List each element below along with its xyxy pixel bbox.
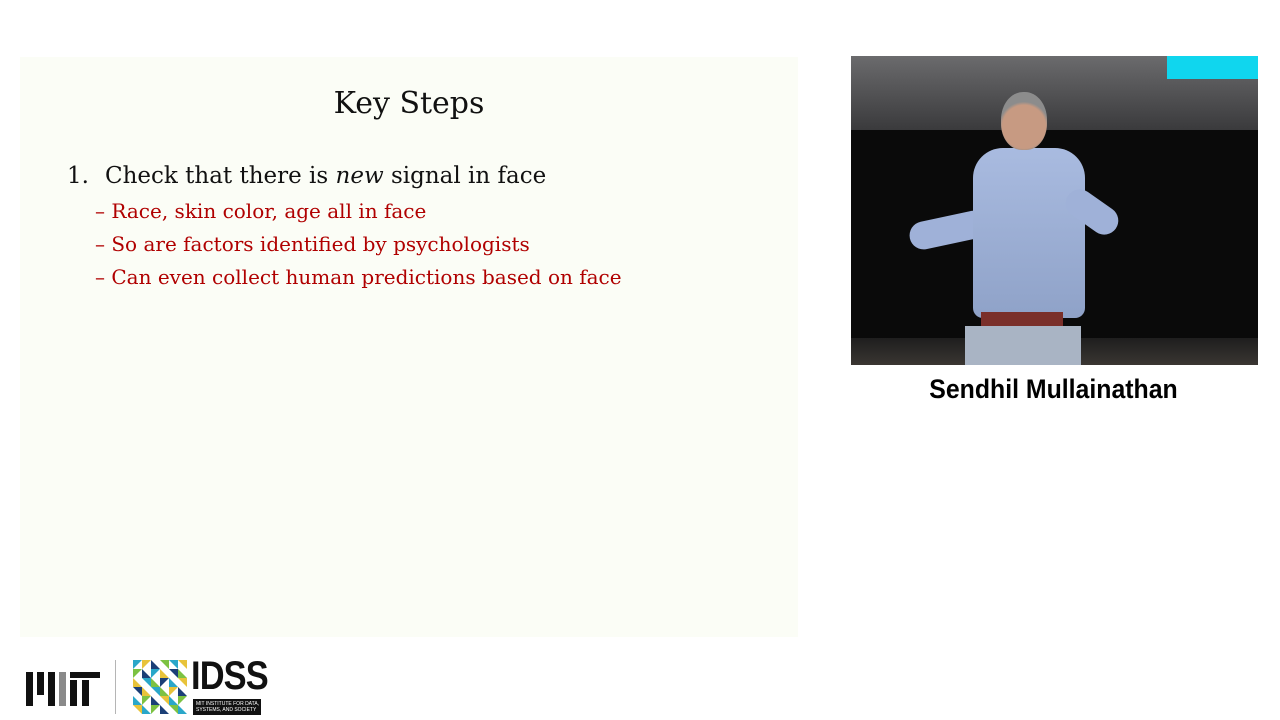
speaker-legs [965,326,1081,365]
slide-panel [20,57,798,637]
cyan-light-bar [1167,56,1258,79]
step-text-after: signal in face [383,163,547,189]
bullet-list [95,195,622,294]
step-number: 1. [67,163,89,189]
speaker-video [851,56,1258,365]
mit-logo [26,668,100,706]
speaker-name: Sendhil Mullainathan [929,374,1178,404]
speaker-head [1001,92,1047,150]
idss-mosaic-icon [133,660,187,714]
step-text-before: Check that there is [105,163,336,189]
slide-body [67,161,622,294]
logo-divider [115,660,116,714]
speaker-belt [981,312,1063,326]
step-text-emphasis: new [335,163,384,189]
bullet-item: – Can even collect human predictions based on face [95,265,622,289]
step-item [67,161,622,191]
idss-wordmark: IDSS [191,654,268,698]
bullet-item: – Race, skin color, age all in face [95,199,427,223]
slide-title: Key Steps [333,86,485,121]
bullet-item: – So are factors identified by psychologists [95,232,530,256]
idss-tagline: MIT INSTITUTE FOR DATA, SYSTEMS, AND SOCIETY [193,699,261,715]
speaker-torso [973,148,1085,318]
